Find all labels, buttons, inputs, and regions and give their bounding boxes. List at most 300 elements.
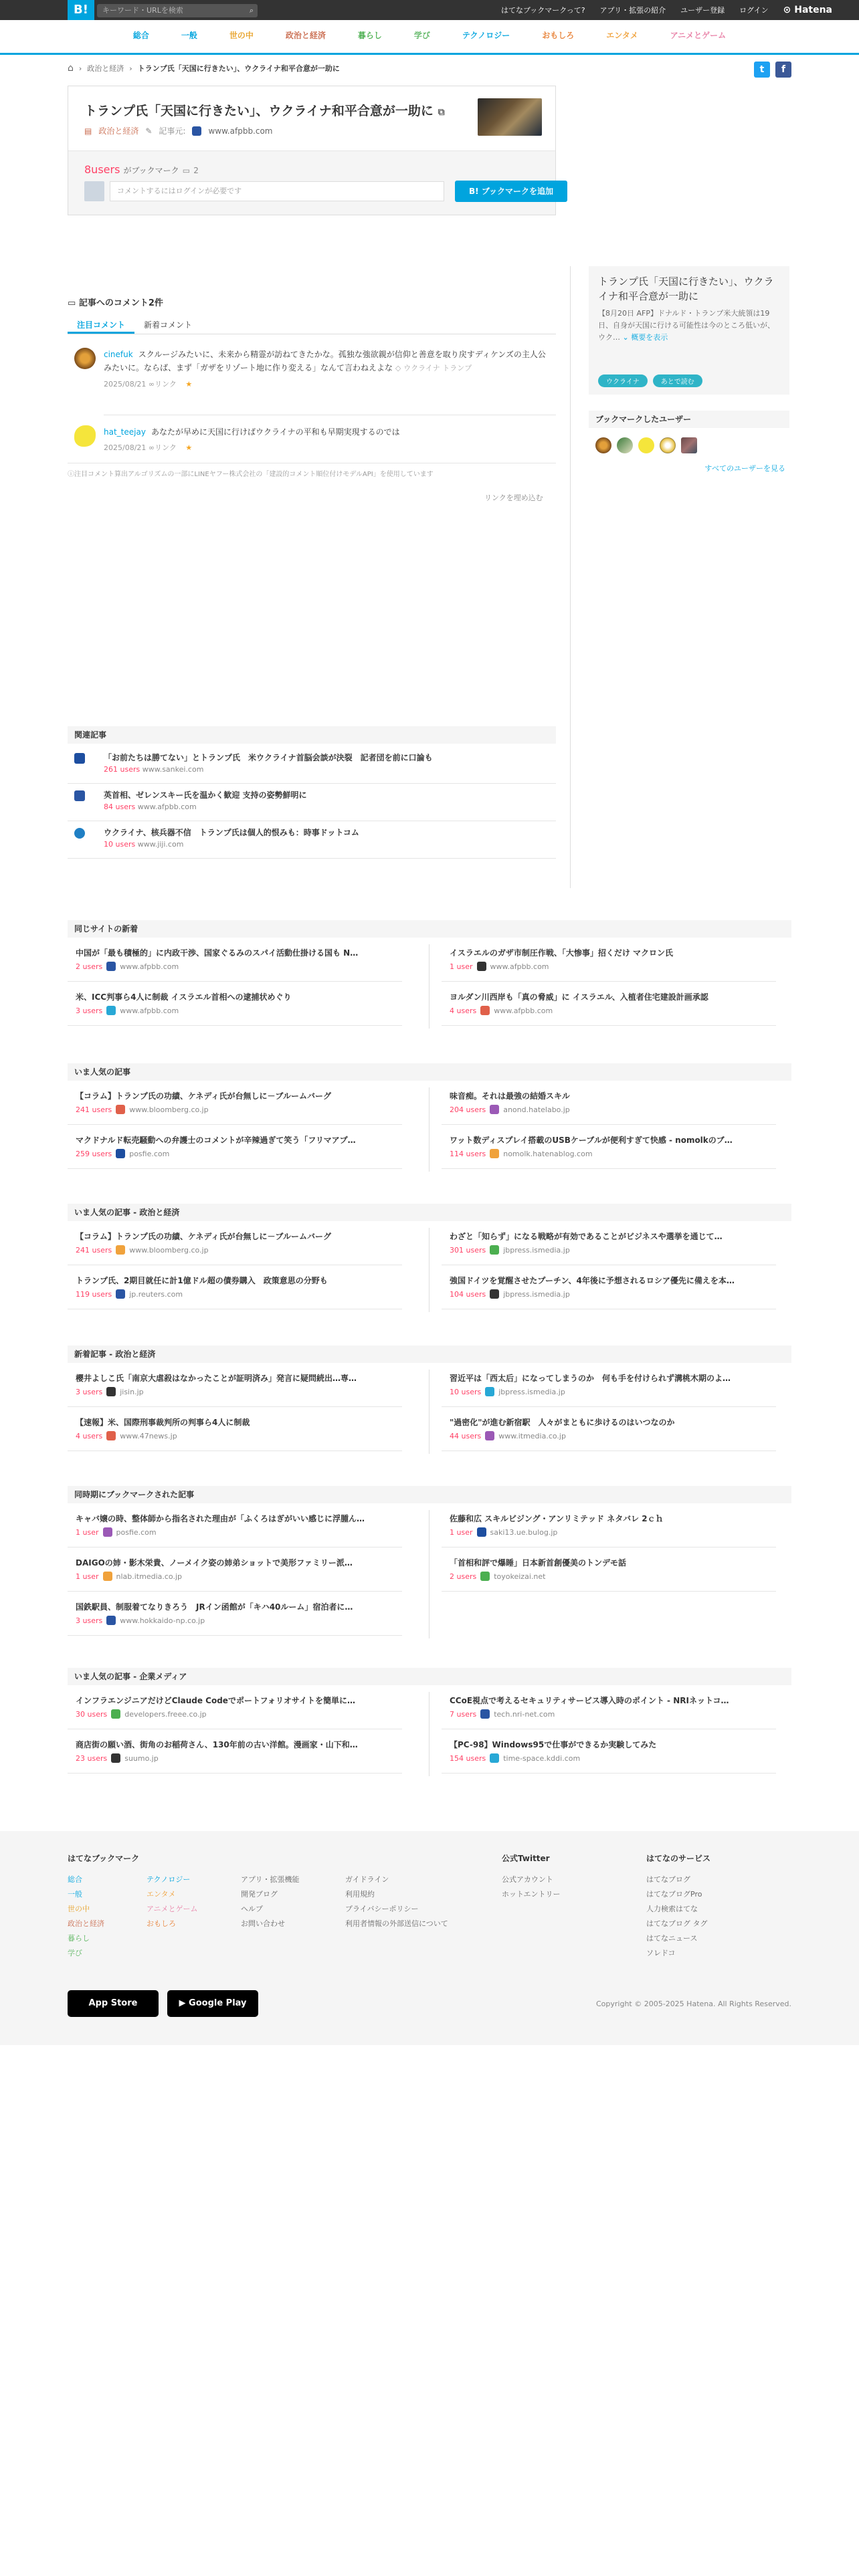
entry-card-users[interactable]: 1 user bbox=[76, 1527, 99, 1537]
entry-card[interactable] bbox=[68, 1551, 402, 1592]
link-icon: ∞ bbox=[148, 443, 155, 452]
entry-card[interactable] bbox=[68, 1129, 402, 1169]
entry-card-site: www.afpbb.com bbox=[120, 1006, 179, 1015]
entry-title-text[interactable]: トランプ氏「天国に行きたい」、ウクライナ和平合意が一助に bbox=[84, 104, 434, 118]
star-icon[interactable]: ★ bbox=[185, 443, 193, 452]
entry-card-users[interactable]: 301 users bbox=[450, 1245, 486, 1255]
column-divider bbox=[429, 1370, 430, 1454]
comments-title bbox=[68, 296, 163, 308]
comment-user[interactable]: cinefuk bbox=[104, 350, 133, 359]
entry-title[interactable] bbox=[84, 101, 459, 119]
entry-card-title[interactable]: イスラエルのガザ市制圧作戦、「大惨事」招くだけ マクロン氏 bbox=[450, 948, 674, 958]
entry-card-title[interactable]: 【コラム】トランプ氏の功績、ケネディ氏が台無しに－ブルームバーグ bbox=[76, 1091, 331, 1101]
entry-card-users[interactable]: 3 users bbox=[76, 1006, 103, 1015]
entry-card-users[interactable]: 30 users bbox=[76, 1709, 108, 1719]
entry-card-title[interactable]: 【コラム】トランプ氏の功績、ケネディ氏が台無しに－ブルームバーグ bbox=[76, 1232, 331, 1241]
avatar[interactable] bbox=[617, 437, 633, 453]
home-icon[interactable]: ⌂ bbox=[68, 63, 74, 74]
entry-card-meta bbox=[76, 1616, 205, 1625]
entry-card-site: saki13.ue.bulog.jp bbox=[490, 1527, 558, 1537]
entry-card-title[interactable]: DAIGOの姉・影木栄貴、ノーメイク姿の姉弟ショットで美形ファミリー派… bbox=[76, 1558, 353, 1568]
footer-link[interactable]: アプリ・拡張機能 bbox=[241, 1875, 300, 1884]
about-link[interactable]: はてなブックマークって? bbox=[500, 6, 585, 15]
related-meta bbox=[104, 840, 183, 849]
login-link[interactable]: ログイン bbox=[739, 6, 769, 15]
related-site: www.afpbb.com bbox=[137, 802, 197, 811]
comment-form bbox=[84, 181, 567, 202]
entry-thumbnail[interactable] bbox=[478, 98, 542, 136]
footer-category-link[interactable]: 一般 bbox=[68, 1890, 82, 1899]
footer-twitter-link[interactable]: ホットエントリー bbox=[502, 1890, 561, 1899]
entry-card-site: www.afpbb.com bbox=[490, 962, 549, 971]
entry-card-title[interactable]: 佐藤和広 スキルビジング・アンリミテッド ネタバレ 2ｃｈ bbox=[450, 1514, 664, 1523]
entry-card[interactable] bbox=[68, 1085, 402, 1125]
add-bookmark-button[interactable]: B! ブックマークを追加 bbox=[455, 181, 567, 202]
app-store-button[interactable] bbox=[68, 1990, 159, 2017]
apps-link[interactable]: アプリ・拡張の紹介 bbox=[599, 6, 666, 15]
hatena-logo[interactable] bbox=[783, 5, 832, 15]
related-item[interactable] bbox=[68, 785, 556, 821]
comment-icon: ▭ bbox=[68, 298, 76, 308]
site-favicon bbox=[116, 1149, 125, 1158]
entry-card-users[interactable]: 204 users bbox=[450, 1105, 486, 1114]
show-summary-label: 概要を表示 bbox=[631, 333, 668, 342]
avatar[interactable] bbox=[638, 437, 654, 453]
footer-link[interactable]: お問い合わせ bbox=[241, 1919, 285, 1928]
entry-card[interactable] bbox=[68, 1367, 402, 1407]
category-tab[interactable]: おもしろ bbox=[542, 31, 575, 40]
comment-tags[interactable]: ウクライナ トランプ bbox=[403, 364, 472, 372]
sidebar-tags bbox=[598, 374, 702, 387]
related-item[interactable] bbox=[68, 748, 556, 784]
entry-card[interactable] bbox=[442, 1269, 776, 1309]
play-icon: ▶ bbox=[179, 1998, 186, 2008]
entry-card-site: posfie.com bbox=[116, 1527, 157, 1537]
entry-card-site: www.hokkaido-np.co.jp bbox=[120, 1616, 205, 1625]
edit-icon[interactable]: ✎ bbox=[145, 126, 153, 136]
afpbb-favicon bbox=[74, 790, 85, 801]
bookmark-panel bbox=[68, 150, 555, 215]
column-divider bbox=[429, 1510, 430, 1638]
entry-card-title[interactable]: CCoE視点で考えるセキュリティサービス導入時のポイント - NRIネットコ… bbox=[450, 1696, 729, 1705]
comment-icon: ▭ bbox=[182, 166, 191, 175]
site-favicon bbox=[490, 1245, 499, 1255]
external-link-icon[interactable]: ⧉ bbox=[438, 107, 445, 118]
star-icon[interactable]: ★ bbox=[185, 380, 193, 389]
category-tab[interactable]: 暮らし bbox=[357, 31, 382, 40]
entry-card-meta bbox=[450, 1431, 566, 1440]
entry-card-title[interactable]: 櫻井よしこ氏「南京大虐殺はなかったことが証明済み」発言に疑問続出…専… bbox=[76, 1374, 357, 1383]
sidebar-entry-summary bbox=[589, 266, 789, 395]
footer-service-link[interactable]: はてなブログ タグ bbox=[646, 1919, 708, 1928]
bookmark-count[interactable]: 8users bbox=[84, 163, 120, 176]
entry-card-site: nomolk.hatenablog.com bbox=[503, 1149, 593, 1158]
category-tab[interactable]: エンタメ bbox=[606, 31, 638, 40]
entry-card[interactable] bbox=[442, 1085, 776, 1125]
bookmarked-users-title: ブックマークしたユーザー bbox=[589, 411, 789, 428]
site-favicon bbox=[111, 1753, 120, 1763]
sidebar-desc-text: 【8月20日 AFP】ドナルド・トランプ米大統領は19日、自身が天国に行ける可能性は今のところ低いが、ウク… bbox=[598, 309, 775, 342]
category-tab[interactable]: 政治と経済 bbox=[285, 31, 326, 40]
entry-card-users[interactable]: 2 users bbox=[76, 962, 103, 971]
category-tab[interactable]: 一般 bbox=[181, 31, 197, 40]
category-icon: ▤ bbox=[84, 126, 92, 136]
search-placeholder: キーワード・URLを検索 bbox=[102, 6, 183, 15]
entry-card-title[interactable]: 【PC-98】Windows95で仕事ができるか実験してみた bbox=[450, 1740, 657, 1749]
comment-date: 2025/08/21 bbox=[104, 443, 147, 452]
tab-new-comments[interactable]: 新着コメント bbox=[144, 320, 193, 330]
entry-card-site: www.bloomberg.co.jp bbox=[129, 1105, 209, 1114]
entry-card[interactable] bbox=[68, 1596, 402, 1636]
entry-card-meta bbox=[450, 962, 549, 971]
entry-card-meta bbox=[76, 1006, 179, 1015]
top-links bbox=[501, 0, 832, 20]
entry-card-meta bbox=[450, 1289, 570, 1299]
info-icon: ⓘ bbox=[68, 471, 74, 478]
entry-card-meta bbox=[76, 1709, 207, 1719]
tag-read-later[interactable]: あとで読む bbox=[653, 374, 702, 387]
entry-card-users[interactable]: 2 users bbox=[450, 1572, 477, 1581]
footer-hatebu bbox=[68, 1851, 198, 1957]
related-users[interactable]: 261 users bbox=[104, 765, 140, 774]
site-favicon bbox=[103, 1527, 112, 1537]
afpbb-favicon bbox=[192, 126, 201, 136]
entry-card-meta bbox=[76, 1149, 169, 1158]
avatar[interactable] bbox=[595, 437, 611, 453]
entry-card-meta bbox=[450, 1709, 555, 1719]
register-link[interactable]: ユーザー登録 bbox=[680, 6, 725, 15]
entry-card-meta bbox=[450, 1149, 593, 1158]
entry-card-meta bbox=[450, 1105, 570, 1114]
entry-card-site: www.afpbb.com bbox=[120, 962, 179, 971]
entry-card-users[interactable]: 23 users bbox=[76, 1753, 108, 1763]
entry-card-site: anond.hatelabo.jp bbox=[503, 1105, 570, 1114]
avatar[interactable] bbox=[74, 425, 96, 447]
related-title[interactable]: 英首相、ゼレンスキー氏を温かく歓迎 支持の姿勢鮮明に bbox=[104, 790, 307, 800]
chevron-right-icon: › bbox=[78, 64, 82, 73]
entry-card-site: www.itmedia.co.jp bbox=[498, 1431, 566, 1440]
category-tab[interactable]: アニメとゲーム bbox=[670, 31, 727, 40]
site-favicon bbox=[490, 1289, 499, 1299]
entry-card-title[interactable]: 習近平は「西太后」になってしまうのか 何も手を付けられず溝桃木期のよ… bbox=[450, 1374, 731, 1383]
entry-card-meta bbox=[450, 1527, 557, 1537]
footer-twitter-link[interactable]: 公式アカウント bbox=[502, 1875, 553, 1884]
comment-link[interactable]: リンク bbox=[155, 443, 177, 452]
footer-category-link[interactable]: エンタメ bbox=[147, 1890, 176, 1899]
entry-card-title[interactable]: "過密化"が進む新宿駅 人々がまともに歩けるのはいつなのか bbox=[450, 1418, 675, 1427]
footer-category-link[interactable]: 世の中 bbox=[68, 1905, 90, 1913]
site-favicon bbox=[477, 962, 486, 971]
entry-card[interactable] bbox=[68, 1225, 402, 1265]
site-favicon bbox=[106, 1006, 116, 1015]
comment-date: 2025/08/21 bbox=[104, 380, 147, 389]
site-favicon bbox=[116, 1245, 125, 1255]
entry-card[interactable] bbox=[442, 1507, 776, 1547]
bookmark-count-row bbox=[84, 163, 199, 176]
entry-card-meta bbox=[76, 1572, 182, 1581]
tab-popular-comments[interactable]: 注目コメント bbox=[68, 316, 134, 334]
related-title[interactable]: 「お前たちは勝てない」とトランプ氏 米ウクライナ首脳会談が決裂 記者団を前に口論も bbox=[104, 753, 433, 762]
site-favicon bbox=[485, 1387, 494, 1396]
search-input[interactable] bbox=[97, 4, 258, 17]
entry-card-users[interactable]: 104 users bbox=[450, 1289, 486, 1299]
entry-card-title[interactable]: 中国が「最も積極的」に内政干渉、国家ぐるみのスパイ活動仕掛ける国も N… bbox=[76, 948, 359, 958]
copyright: Copyright © 2005-2025 Hatena. All Rights Reserved. bbox=[595, 2000, 791, 2008]
entry-card-users[interactable]: 241 users bbox=[76, 1245, 112, 1255]
entry-card-site: jp.reuters.com bbox=[129, 1289, 183, 1299]
entry-card-meta bbox=[76, 1245, 209, 1255]
category-nav bbox=[0, 20, 859, 55]
entry-card-title[interactable]: ヨルダン川西岸も「真の脅威」に イスラエル、入植者住宅建設計画承認 bbox=[450, 992, 708, 1002]
embed-link[interactable]: リンクを埋め込む bbox=[484, 494, 543, 502]
footer-links-2 bbox=[345, 1872, 448, 1931]
site-favicon bbox=[480, 1006, 490, 1015]
site-favicon bbox=[106, 1387, 116, 1396]
entry-card-title[interactable]: わざと「知らず」になる戦略が有効であることがビジネスや選挙を通じて… bbox=[450, 1232, 723, 1241]
entry-category[interactable]: 政治と経済 bbox=[98, 126, 139, 136]
entry-card-site: posfie.com bbox=[129, 1149, 170, 1158]
entry-card-meta bbox=[450, 1572, 545, 1581]
footer-services-title: はてなのサービス bbox=[646, 1854, 711, 1863]
comment-link[interactable]: リンク bbox=[155, 380, 177, 389]
entry-card[interactable] bbox=[68, 1411, 402, 1451]
entry-card[interactable] bbox=[442, 942, 776, 982]
related-users[interactable]: 10 users bbox=[104, 840, 136, 849]
entry-card-users[interactable]: 7 users bbox=[450, 1709, 477, 1719]
entry-card-users[interactable]: 44 users bbox=[450, 1431, 482, 1440]
entry-card-users[interactable]: 3 users bbox=[76, 1387, 103, 1396]
entry-card-site: time-space.kddi.com bbox=[503, 1753, 581, 1763]
entry-card[interactable] bbox=[442, 1551, 776, 1592]
entry-card-users[interactable]: 1 user bbox=[76, 1572, 99, 1581]
entry-card[interactable] bbox=[442, 1411, 776, 1451]
jiji-favicon bbox=[74, 828, 85, 839]
site-favicon bbox=[490, 1149, 499, 1158]
sidebar-title[interactable]: トランプ氏「天国に行きたい」、ウクライナ和平合意が一助に bbox=[598, 276, 774, 302]
related-meta bbox=[104, 802, 197, 811]
search-icon[interactable]: ⌕ bbox=[249, 6, 254, 15]
entry-card-title[interactable]: キャバ嬢の時、整体師から指名された理由が「ふくろはぎがいい感じに浮腫ん… bbox=[76, 1514, 365, 1523]
tag-ukraine[interactable]: ウクライナ bbox=[598, 374, 648, 387]
entry-card-title[interactable]: 強国ドイツを覚醒させたプーチン、4年後に予想されるロシア優先に備えを本… bbox=[450, 1276, 735, 1285]
category-tab[interactable]: 学び bbox=[413, 31, 430, 40]
hatena-brand: Hatena bbox=[794, 5, 832, 15]
entry-card-users[interactable]: 4 users bbox=[450, 1006, 477, 1015]
section-title: いま人気の記事 - 企業メディア bbox=[68, 1668, 791, 1685]
entry-card[interactable] bbox=[442, 986, 776, 1026]
hatebu-logo[interactable]: B! bbox=[68, 0, 94, 20]
entry-card[interactable] bbox=[68, 1689, 402, 1729]
entry-card-site: jisin.jp bbox=[120, 1387, 144, 1396]
column-divider bbox=[429, 944, 430, 1029]
related-item[interactable] bbox=[68, 823, 556, 859]
footer bbox=[0, 1831, 859, 2045]
show-summary-link[interactable] bbox=[623, 333, 668, 342]
entry-card[interactable] bbox=[442, 1129, 776, 1169]
sankei-favicon bbox=[74, 753, 85, 764]
footer-service-link[interactable]: ソレドコ bbox=[646, 1949, 676, 1957]
entry-card-users[interactable]: 119 users bbox=[76, 1289, 112, 1299]
site-favicon bbox=[103, 1572, 112, 1581]
entry-card-title[interactable]: インフラエンジニアだけどClaude Codeでポートフォリオサイトを簡単に… bbox=[76, 1696, 356, 1705]
comment-count: 2 bbox=[193, 166, 199, 175]
entry-card[interactable] bbox=[68, 1507, 402, 1547]
entry-card-site: www.afpbb.com bbox=[494, 1006, 553, 1015]
entry-meta bbox=[84, 125, 273, 136]
entry-card-title[interactable]: 味音痴。それは最強の結婚スキル bbox=[450, 1091, 570, 1101]
breadcrumb-category[interactable]: 政治と経済 bbox=[87, 64, 124, 73]
footer-category-link[interactable]: アニメとゲーム bbox=[147, 1905, 198, 1913]
related-users[interactable]: 84 users bbox=[104, 802, 136, 811]
entry-card-meta bbox=[76, 962, 179, 971]
footer-service-link[interactable]: はてなニュース bbox=[646, 1934, 698, 1943]
footer-twitter-title: 公式Twitter bbox=[502, 1854, 550, 1863]
entry-card[interactable] bbox=[442, 1689, 776, 1729]
entry-card[interactable] bbox=[442, 1733, 776, 1774]
top-bar bbox=[0, 0, 859, 20]
entry-card-site: www.bloomberg.co.jp bbox=[129, 1245, 209, 1255]
chevron-right-icon: › bbox=[129, 64, 132, 73]
avatar bbox=[84, 181, 104, 201]
category-tab[interactable]: 総合 bbox=[132, 31, 149, 40]
entry-card[interactable] bbox=[68, 1733, 402, 1774]
footer-twitter bbox=[502, 1851, 561, 1902]
footer-link[interactable]: 開発ブログ bbox=[241, 1890, 278, 1899]
footer-link[interactable]: ガイドライン bbox=[345, 1875, 389, 1884]
related-site: www.sankei.com bbox=[142, 765, 204, 774]
entry-card-title[interactable]: 国鉄駅員、制服着てなりきろう JRイン函館が「キハ40ルーム」宿泊者に… bbox=[76, 1602, 353, 1612]
entry-card-site: jbpress.ismedia.jp bbox=[503, 1245, 570, 1255]
footer-category-link[interactable]: 政治と経済 bbox=[68, 1919, 104, 1928]
comment-algorithm-note bbox=[68, 468, 434, 478]
site-favicon bbox=[116, 1289, 125, 1299]
entry-card-title[interactable]: ワット数ディスプレイ搭載のUSBケーブルが便利すぎて快感 - nomolkのブ… bbox=[450, 1136, 733, 1145]
footer-link[interactable]: 利用者情報の外部送信について bbox=[345, 1919, 448, 1928]
related-site: www.jiji.com bbox=[137, 840, 184, 849]
all-users-link[interactable]: すべてのユーザーを見る bbox=[704, 464, 785, 473]
google-play-button[interactable] bbox=[167, 1990, 258, 2017]
entry-card[interactable] bbox=[442, 1225, 776, 1265]
section-title: 同時期にブックマークされた記事 bbox=[68, 1486, 791, 1503]
entry-card-users[interactable]: 4 users bbox=[76, 1431, 103, 1440]
entry-card-site: jbpress.ismedia.jp bbox=[503, 1289, 570, 1299]
entry-card-meta bbox=[76, 1105, 209, 1114]
entry-card-site: developers.freee.co.jp bbox=[124, 1709, 207, 1719]
entry-card-users[interactable]: 1 user bbox=[450, 962, 473, 971]
footer-link[interactable]: 利用規約 bbox=[345, 1890, 375, 1899]
entry-source[interactable]: www.afpbb.com bbox=[208, 126, 273, 136]
entry-card[interactable] bbox=[442, 1367, 776, 1407]
comment-user[interactable]: hat_teejay bbox=[104, 427, 146, 437]
footer-service-link[interactable]: はてなブログPro bbox=[646, 1890, 702, 1899]
avatar[interactable] bbox=[74, 348, 96, 369]
entry-card-title[interactable]: マクドナルド転売騒動への弁護士のコメントが辛辣過ぎて笑う「フリマアプ… bbox=[76, 1136, 356, 1145]
footer-category-link[interactable]: 学び bbox=[68, 1949, 82, 1957]
entry-card-site: nlab.itmedia.co.jp bbox=[116, 1572, 182, 1581]
entry-card-meta bbox=[76, 1431, 177, 1440]
share-buttons bbox=[754, 62, 791, 78]
related-title[interactable]: ウクライナ、核兵器不信 トランプ氏は個人的恨みも：時事ドットコム bbox=[104, 828, 359, 837]
footer-link[interactable]: ヘルプ bbox=[241, 1905, 263, 1913]
facebook-icon[interactable]: f bbox=[775, 62, 791, 78]
entry-card-meta bbox=[76, 1387, 144, 1396]
sidebar-description bbox=[598, 308, 780, 344]
comment-tabs bbox=[68, 316, 556, 334]
section-title: いま人気の記事 bbox=[68, 1063, 791, 1081]
entry-card-site: tech.nri-net.com bbox=[494, 1709, 555, 1719]
footer-category-link[interactable]: おもしろ bbox=[147, 1919, 176, 1928]
chevron-down-icon: ⌄ bbox=[622, 333, 629, 342]
twitter-icon[interactable]: t bbox=[754, 62, 770, 78]
comment-item bbox=[68, 348, 556, 407]
comment-input[interactable]: コメントするにはログインが必要です bbox=[110, 181, 444, 201]
site-favicon bbox=[480, 1709, 490, 1719]
site-favicon bbox=[111, 1709, 120, 1719]
column-divider bbox=[429, 1692, 430, 1776]
comment-text: あなたが早めに天国に行けばウクライナの平和も早期実現するのでは bbox=[151, 427, 400, 437]
site-favicon bbox=[116, 1105, 125, 1114]
entry-card-site: jbpress.ismedia.jp bbox=[498, 1387, 565, 1396]
site-favicon bbox=[106, 1616, 116, 1625]
entry-card-users[interactable]: 114 users bbox=[450, 1149, 486, 1158]
footer-service-link[interactable]: はてなブログ bbox=[646, 1875, 690, 1884]
section-title: いま人気の記事 - 政治と経済 bbox=[68, 1204, 791, 1221]
entry-card[interactable] bbox=[68, 942, 402, 982]
entry-card-title[interactable]: 「首相和評で爆睡」日本新首創優美のトンデモ話 bbox=[450, 1558, 627, 1568]
category-tab[interactable]: テクノロジー bbox=[462, 31, 510, 40]
comment-meta bbox=[104, 378, 552, 391]
entry-card-meta bbox=[450, 1387, 565, 1396]
column-divider bbox=[429, 1087, 430, 1172]
hatena-mark-icon: ⊙ bbox=[783, 5, 791, 15]
entry-card-users[interactable]: 259 users bbox=[76, 1149, 112, 1158]
footer-service-link[interactable]: 人力検索はてな bbox=[646, 1905, 698, 1913]
link-icon: ∞ bbox=[148, 380, 155, 389]
entry-card-title[interactable]: トランプ氏、2期目就任に計1億ドル超の債券購入 政策意思の分野も bbox=[76, 1276, 328, 1285]
bookmarked-users bbox=[595, 437, 697, 453]
footer-link[interactable]: プライバシーポリシー bbox=[345, 1905, 419, 1913]
comment-text: スクルージみたいに、未来から精霊が訪ねてきたかな。孤独な強欲親が信仰と善意を取り戻すディケンズの主人公みたいに。ならば、まず「ガザをリゾート地に作り変える」なんて言わねえよな bbox=[104, 350, 546, 372]
entry-card-meta bbox=[76, 1753, 159, 1763]
entry-card-title[interactable]: 商店街の願い酒、街角のお稲荷さん、130年前の古い洋館。漫画家・山下和… bbox=[76, 1740, 358, 1749]
comment-meta bbox=[104, 441, 552, 455]
column-divider bbox=[429, 1228, 430, 1312]
entry-card-meta bbox=[450, 1245, 570, 1255]
site-favicon bbox=[480, 1572, 490, 1581]
comment-body bbox=[104, 348, 552, 391]
entry-card-users[interactable]: 10 users bbox=[450, 1387, 482, 1396]
footer-category-link[interactable]: 暮らし bbox=[68, 1934, 90, 1943]
google-play-label: Google Play bbox=[189, 1998, 247, 2008]
entry-card[interactable] bbox=[68, 986, 402, 1026]
entry-card-users[interactable]: 154 users bbox=[450, 1753, 486, 1763]
entry-card-users[interactable]: 1 user bbox=[450, 1527, 473, 1537]
entry-card-title[interactable]: 【速報】米、国際刑事裁判所の判事ら4人に制裁 bbox=[76, 1418, 250, 1427]
section-title: 新着記事 - 政治と経済 bbox=[68, 1346, 791, 1363]
entry-card-title[interactable]: 米、ICC判事ら4人に制裁 イスラエル首相への逮捕状めぐり bbox=[76, 992, 292, 1002]
footer-category-link[interactable]: 総合 bbox=[68, 1875, 82, 1884]
category-tab[interactable]: 世の中 bbox=[229, 31, 254, 40]
bookmark-suffix: がブックマーク bbox=[123, 166, 179, 175]
footer-category-link[interactable]: テクノロジー bbox=[147, 1875, 191, 1884]
entry-box bbox=[68, 86, 556, 215]
entry-card-users[interactable]: 3 users bbox=[76, 1616, 103, 1625]
tag-icon: ◇ bbox=[395, 364, 401, 372]
entry-card-users[interactable]: 241 users bbox=[76, 1105, 112, 1114]
entry-card[interactable] bbox=[68, 1269, 402, 1309]
avatar[interactable] bbox=[681, 437, 697, 453]
avatar[interactable] bbox=[660, 437, 676, 453]
